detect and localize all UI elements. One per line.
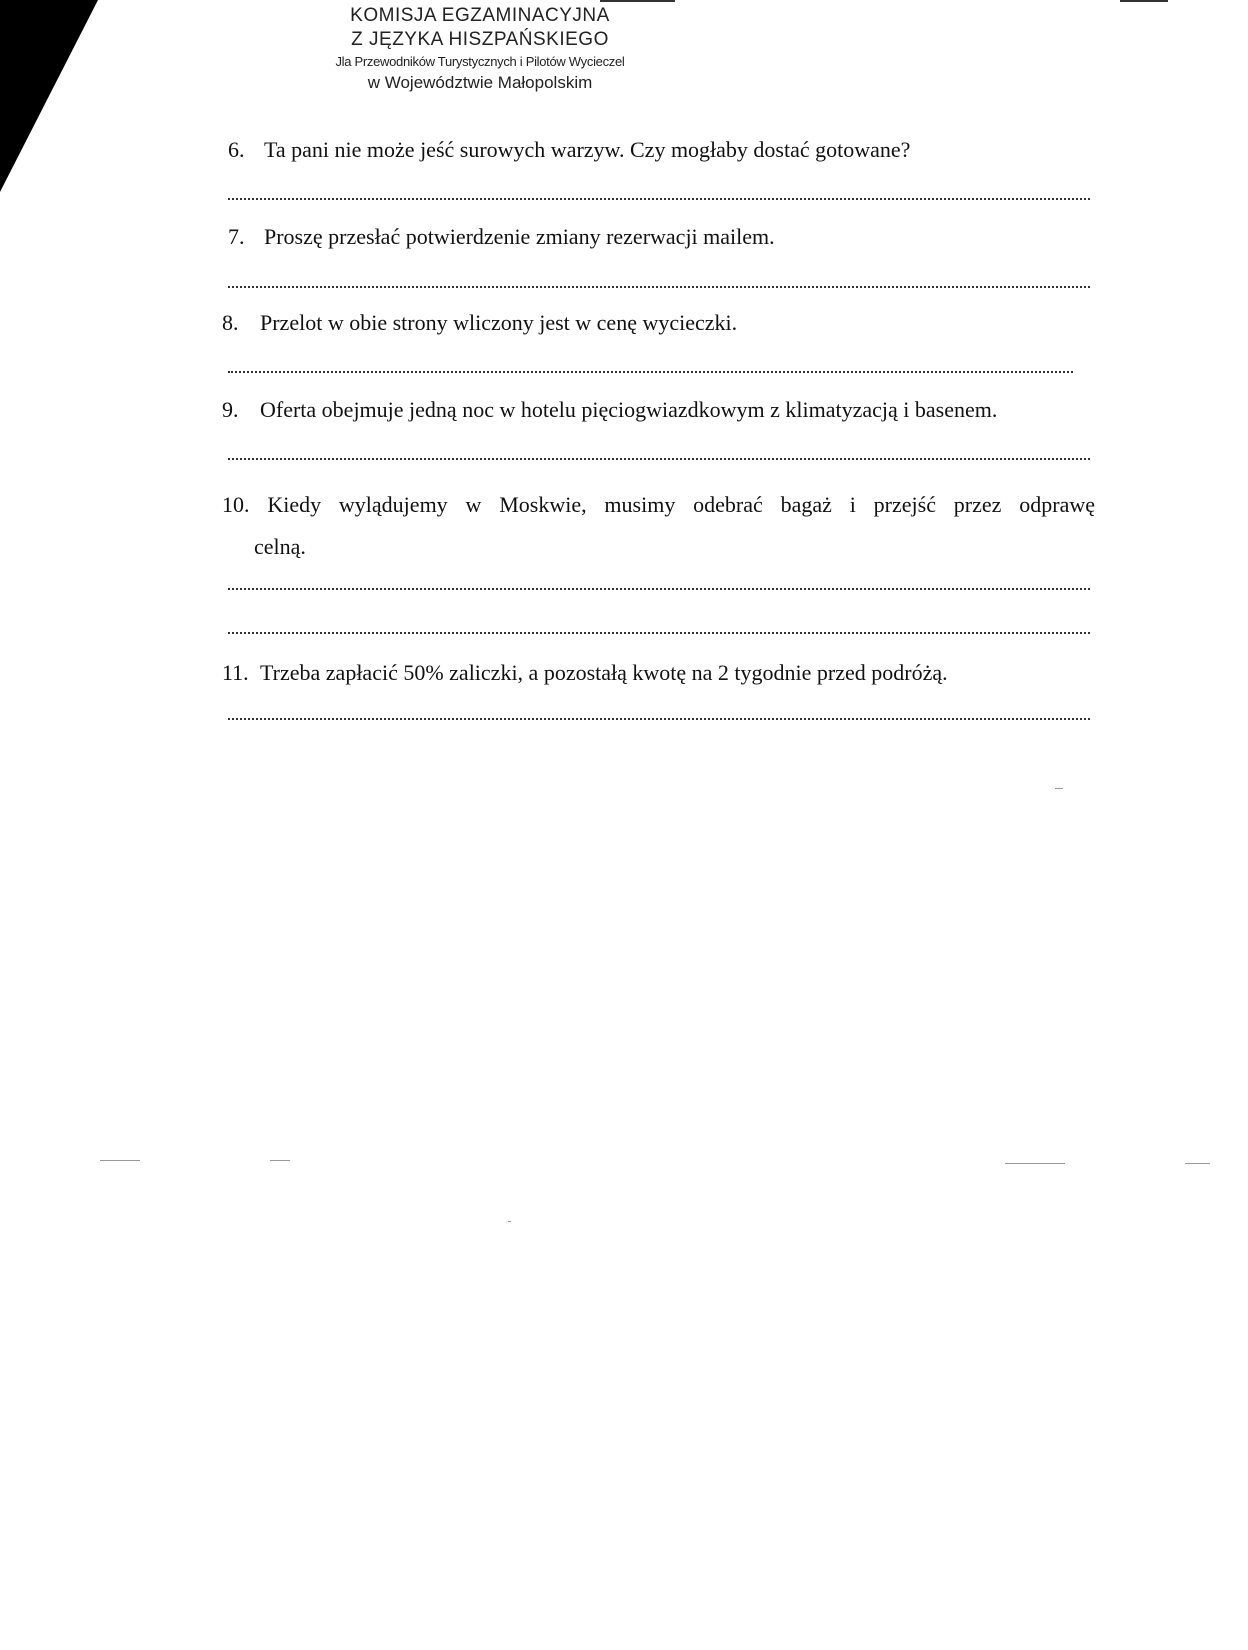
- top-edge-rule: [1120, 0, 1168, 2]
- scan-speck: [1005, 1163, 1065, 1164]
- question-11: [222, 660, 948, 686]
- question-number: 7.: [228, 224, 245, 249]
- question-10-line-1: [222, 484, 1095, 526]
- answer-line[interactable]: [228, 714, 1090, 720]
- answer-line[interactable]: [228, 628, 1090, 634]
- question-text: Przelot w obie strony wliczony jest w cenę wycieczki.: [260, 310, 738, 335]
- question-number: 8.: [222, 310, 239, 335]
- question-6: [228, 137, 910, 163]
- scan-corner-shadow: [0, 0, 120, 200]
- answer-line[interactable]: [228, 282, 1090, 288]
- scan-speck: [508, 1221, 511, 1222]
- scan-speck: [270, 1160, 290, 1161]
- question-7: [228, 224, 775, 250]
- question-number: 10.: [222, 492, 250, 517]
- question-number: 9.: [222, 397, 239, 422]
- answer-line[interactable]: [228, 584, 1090, 590]
- answer-line[interactable]: [228, 194, 1090, 200]
- scan-speck: [100, 1160, 140, 1161]
- answer-line[interactable]: [228, 454, 1090, 460]
- question-text: Proszę przesłać potwierdzenie zmiany rezerwacji mailem.: [264, 224, 775, 249]
- question-number: 11.: [222, 660, 249, 685]
- commission-header: [290, 4, 670, 94]
- question-text: Oferta obejmuje jedną noc w hotelu pięciogwiazdkowym z klimatyzacją i basenem.: [260, 397, 998, 422]
- question-8: [222, 310, 737, 336]
- question-text-continued: celną.: [254, 534, 306, 559]
- header-audience: Jla Przewodników Turystycznych i Pilotów Wycieczel: [335, 54, 625, 69]
- question-text: Ta pani nie może jeść surowych warzyw. Czy mogłaby dostać gotowane?: [264, 137, 911, 162]
- scan-speck: [1185, 1163, 1210, 1164]
- question-10: [222, 484, 1095, 568]
- header-language: Z JĘZYKA HISZPAŃSKIEGO: [351, 29, 609, 50]
- question-9: [222, 397, 997, 423]
- scan-speck: [1055, 788, 1063, 789]
- question-text: Kiedy wylądujemy w Moskwie, musimy odebrać bagaż i przejść przez odprawę: [267, 492, 1095, 517]
- answer-line[interactable]: [228, 367, 1073, 373]
- question-text: Trzeba zapłacić 50% zaliczki, a pozostałą kwotę na 2 tygodnie przed podróżą.: [260, 660, 948, 685]
- header-commission-name: KOMISJA EGZAMINACYJNA: [350, 5, 610, 26]
- top-edge-rule: [600, 0, 675, 2]
- header-region: w Województwie Małopolskim: [367, 73, 593, 92]
- question-number: 6.: [228, 137, 245, 162]
